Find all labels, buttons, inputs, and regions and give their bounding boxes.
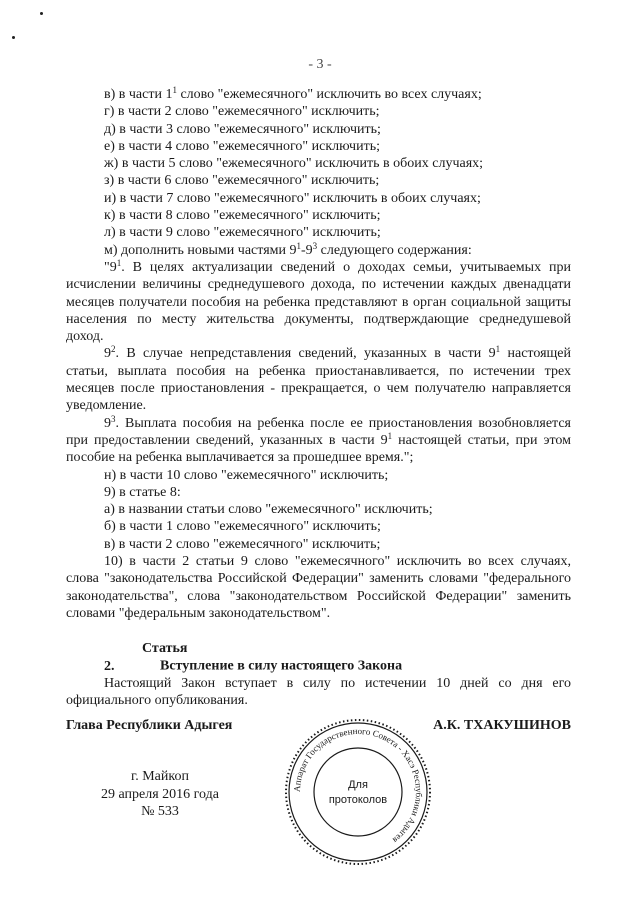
amendment-line: л) в части 9 слово "ежемесячного" исключить; — [104, 225, 381, 241]
amendment-line: в) в части $1^1$ слово "ежемесячного" исключить во всех случаях; — [104, 85, 482, 102]
date: 29 апреля 2016 года — [101, 786, 219, 802]
new-part-9-1: "$9^1$. В целях актуализации сведений о доходах семьи, учитываемых при исчислении величины среднедушевого дохода, по истечении каждых двенадцати месяцев получатели пособия на ребенка представляют в орган социальной защиты населения по месту жительства документы, подтверждающие среднедушевой доход. — [66, 257, 571, 345]
new-part-9-3: $9^3$. Выплата пособия на ребенка после ее приостановления возобновляется при предоставлении сведений, указанных в части $9^1$ настоящей статьи, при этом пособие на ребенка выплачивается за прошедшее время."; — [66, 413, 571, 466]
stamp-ring — [289, 723, 427, 861]
stamp-center-line1: Для — [348, 779, 368, 791]
amendment-line: к) в части 8 слово "ежемесячного" исключить; — [104, 208, 381, 224]
new-part-9-2: $9^2$. В случае непредставления сведений, указанных в части $9^1$ настоящей статьи, выплата пособия на ребенка приостанавливается, по истечении трех месяцев после приостановления - прекращается, о чем получателю направляется уведомление. — [66, 344, 572, 414]
city: г. Майкоп — [131, 769, 189, 784]
amendment-line: б) в части 1 слово "ежемесячного" исключить; — [104, 519, 381, 535]
amendment-line: а) в названии статьи слово "ежемесячного" исключить; — [104, 502, 433, 518]
amendment-line: м) дополнить новыми частями $9^1-9^3$ следующего содержания: — [104, 240, 472, 258]
amendment-line: 9) в статье 8: — [104, 484, 181, 500]
stamp-inner-ring — [314, 748, 402, 836]
amendment-line: д) в части 3 слово "ежемесячного" исключить; — [104, 121, 381, 137]
amendment-line: и) в части 7 слово "ежемесячного" исключить в обоих случаях; — [104, 190, 481, 206]
article-heading: Статья 2. Вступление в силу настоящего Закона — [104, 641, 403, 674]
stamp-center-line2: протоколов — [328, 794, 388, 806]
scan-speck — [40, 12, 43, 15]
article-text: Настоящий Закон вступает в силу по истечении 10 дней со дня его официального опубликования. — [66, 675, 571, 709]
law-text — [66, 86, 571, 709]
stamp-outer-ring — [286, 720, 430, 864]
amendment-line: в) в части 2 слово "ежемесячного" исключить; — [104, 536, 381, 552]
scan-speck — [12, 36, 15, 39]
law-number: № 533 — [141, 804, 179, 819]
amendment-line: з) в части 6 слово "ежемесячного" исключить; — [104, 173, 380, 189]
amendment-line: е) в части 4 слово "ежемесячного" исключить; — [104, 138, 380, 154]
official-stamp — [282, 716, 434, 868]
amendment-item-10: 10) в части 2 статьи 9 слово "ежемесячного" исключить во всех случаях, слова "законодательства Российской Федерации" заменить словами "федерального законодательства", слова "законодательством Российской Федерации" заменить словами "федеральным законодательством". — [66, 554, 571, 621]
amendment-line: ж) в части 5 слово "ежемесячного" исключить в обоих случаях; — [104, 156, 484, 172]
place-date-block — [90, 768, 230, 821]
stamp-ring-text: Аппарат Государственного Совета - Хасэ Республики Адыгея — [291, 725, 425, 846]
amendment-line: н) в части 10 слово "ежемесячного" исключить; — [104, 467, 389, 483]
page-number: - 3 - — [308, 57, 332, 72]
signatory-position: Глава Республики Адыгея — [66, 718, 233, 733]
signatory-name: А.К. ТХАКУШИНОВ — [433, 718, 571, 733]
amendment-line: г) в части 2 слово "ежемесячного" исключить; — [104, 104, 380, 120]
